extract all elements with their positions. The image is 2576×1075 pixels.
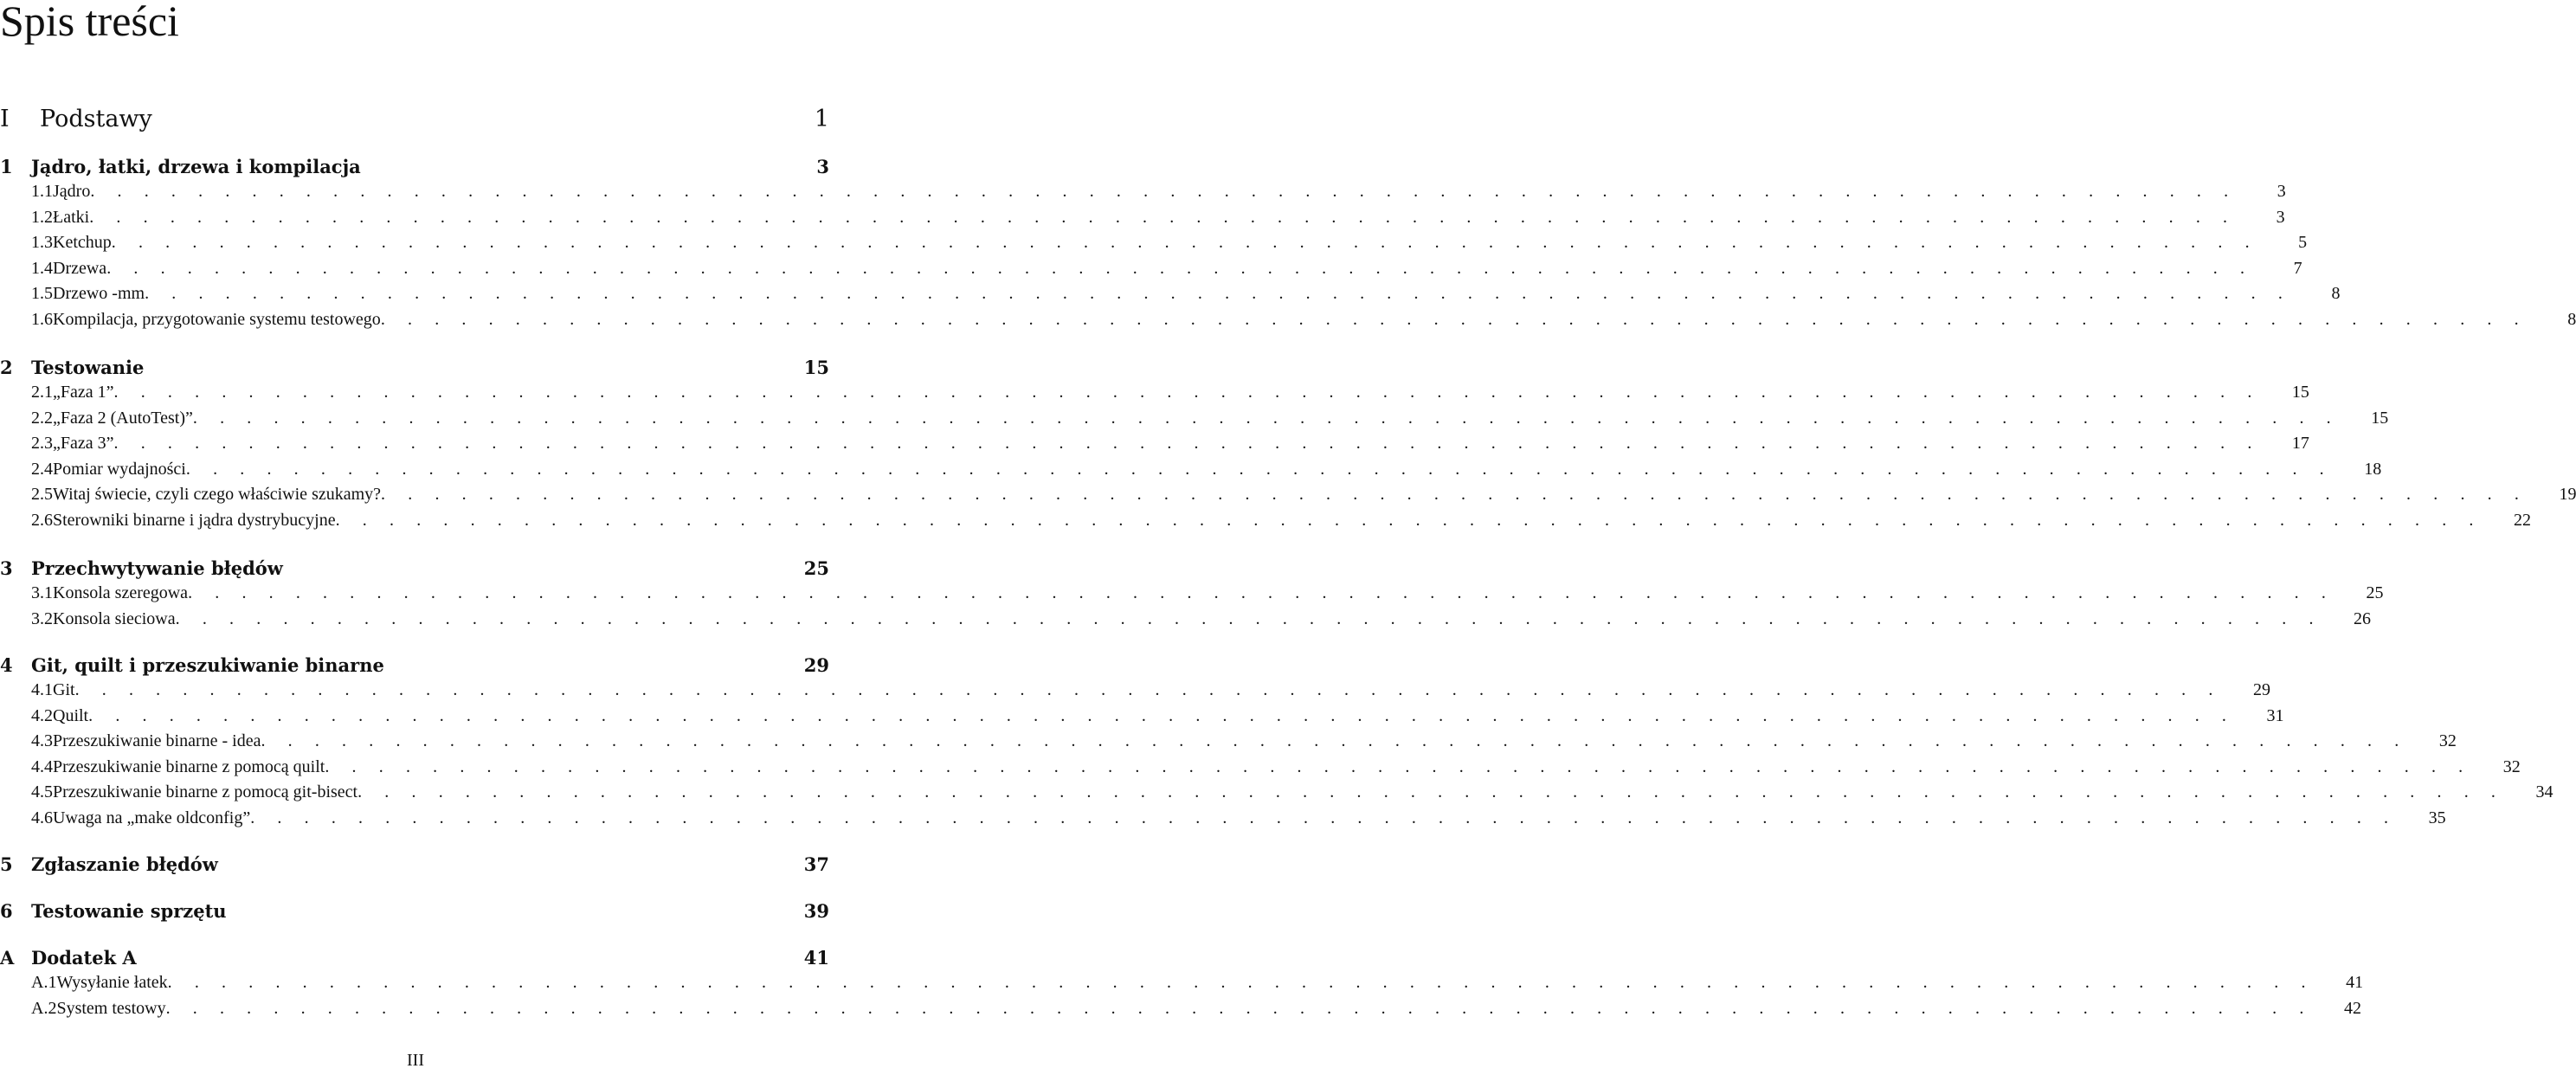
section-number: 2.1 xyxy=(31,383,53,402)
leader-dots: . . . . . . . . . . . . . . . . . . . . . . . . . . . . . . . . . . . . . . . . . . . . . . . . . . . . . . . . . . . . . . . . . . . . . . . . . . . . . . . . xyxy=(113,434,2261,453)
leader-dots: . . . . . . . . . . . . . . . . . . . . . . . . . . . . . . . . . . . . . . . . . . . . . . . . . . . . . . . . . . . . . . . . . . . . . . . . . . . . . . . . xyxy=(167,973,2315,992)
section-title: Sterowniki binarne i jądra dystrybucyjne xyxy=(53,510,336,530)
section-page: 34 xyxy=(2535,782,2553,801)
toc-section[interactable] xyxy=(0,756,2521,777)
toc-section[interactable] xyxy=(0,182,2286,202)
toc-section[interactable] xyxy=(0,731,2457,751)
section-title: Kompilacja, przygotowanie systemu testowego xyxy=(53,309,381,329)
section-page: 7 xyxy=(2293,258,2302,278)
section-title: Jądro xyxy=(53,182,91,201)
section-title: Przeszukiwanie binarne - idea xyxy=(53,731,261,750)
leader-dots: . . . . . . . . . . . . . . . . . . . . . . . . . . . . . . . . . . . . . . . . . . . . . . . . . . . . . . . . . . . . . . . . . . . . . . . . . . . . . . . . xyxy=(89,207,2237,227)
leader-dots: . . . . . . . . . . . . . . . . . . . . . . . . . . . . . . . . . . . . . . . . . . . . . . . . . . . . . . . . . . . . . . . . . . . . . . . . . . . . . . . . xyxy=(74,680,2222,699)
leader-dots: . . . . . . . . . . . . . . . . . . . . . . . . . . . . . . . . . . . . . . . . . . . . . . . . . . . . . . . . . . . . . . . . . . . . . . . . . . . . . . . . xyxy=(192,408,2341,428)
section-page: 5 xyxy=(2298,233,2308,252)
leader-dots: . . . . . . . . . . . . . . . . . . . . . . . . . . . . . . . . . . . . . . . . . . . . . . . . . . . . . . . . . . . . . . . . . . . . . . . . . . . . . . . . xyxy=(165,998,2313,1018)
leader-dots: . . . . . . . . . . . . . . . . . . . . . . . . . . . . . . . . . . . . . . . . . . . . . . . . . . . . . . . . . . . . . . . . . . . . . . . . . . . . . . . . xyxy=(185,459,2334,479)
page-title: Spis treści xyxy=(0,0,179,45)
section-number: 4.5 xyxy=(31,782,53,801)
leader-dots: . . . . . . . . . . . . . . . . . . . . . . . . . . . . . . . . . . . . . . . . . . . . . . . . . . . . . . . . . . . . . . . . . . . . . . . . . . . . . . . . xyxy=(106,258,2254,278)
chapter-title: Przechwytywanie błędów xyxy=(31,557,283,579)
leader-dots: . . . . . . . . . . . . . . . . . . . . . . . . . . . . . . . . . . . . . . . . . . . . . . . . . . . . . . . . . . . . . . . . . . . . . . . . . . . . . . . . xyxy=(381,485,2528,504)
chapter-page: 25 xyxy=(803,557,829,579)
toc-section[interactable] xyxy=(0,459,2382,480)
section-title: Łatki xyxy=(53,207,90,227)
section-page: 3 xyxy=(2277,182,2286,201)
section-page: 25 xyxy=(2366,583,2384,602)
section-title: Ketchup xyxy=(53,233,112,252)
section-title: Git xyxy=(53,680,75,699)
section-title: „Faza 3” xyxy=(53,434,114,453)
section-title: Pomiar wydajności xyxy=(53,459,186,479)
chapter-page: 41 xyxy=(803,947,829,969)
chapter-title: Jądro, łatki, drzewa i kompilacja xyxy=(31,156,361,177)
part-page: 1 xyxy=(814,106,829,132)
leader-dots: . . . . . . . . . . . . . . . . . . . . . . . . . . . . . . . . . . . . . . . . . . . . . . . . . . . . . . . . . . . . . . . . . . . . . . . . . . . . . . . . xyxy=(88,705,2236,725)
toc-section[interactable] xyxy=(0,608,2372,629)
leader-dots: . . . . . . . . . . . . . . . . . . . . . . . . . . . . . . . . . . . . . . . . . . . . . . . . . . . . . . . . . . . . . . . . . . . . . . . . . . . . . . . . xyxy=(335,510,2483,530)
leader-dots: . . . . . . . . . . . . . . . . . . . . . . . . . . . . . . . . . . . . . . . . . . . . . . . . . . . . . . . . . . . . . . . . . . . . . . . . . . . . . . . . xyxy=(175,608,2323,628)
page-number-footer: III xyxy=(407,1051,424,1070)
toc-chapter[interactable] xyxy=(0,557,829,579)
section-title: Wysyłanie łatek xyxy=(56,973,168,992)
chapter-number: 1 xyxy=(0,156,13,177)
section-title: Uwaga na „make oldconfig” xyxy=(53,808,251,827)
chapter-page: 29 xyxy=(803,654,829,676)
section-page: 17 xyxy=(2291,434,2309,453)
section-number: 2.6 xyxy=(31,510,53,530)
section-page: 22 xyxy=(2514,510,2531,530)
section-page: 35 xyxy=(2428,808,2446,827)
chapter-page: 3 xyxy=(816,156,829,177)
toc-chapter[interactable] xyxy=(0,853,829,875)
section-title: System testowy xyxy=(56,998,166,1018)
leader-dots: . . . . . . . . . . . . . . . . . . . . . . . . . . . . . . . . . . . . . . . . . . . . . . . . . . . . . . . . . . . . . . . . . . . . . . . . . . . . . . . . xyxy=(90,182,2238,201)
section-page: 32 xyxy=(2502,756,2521,776)
chapter-number: 6 xyxy=(0,900,13,922)
toc-section[interactable] xyxy=(0,782,2553,802)
section-number: 1.1 xyxy=(31,182,53,201)
toc-chapter[interactable] xyxy=(0,357,829,378)
section-page: 26 xyxy=(2354,608,2372,628)
toc-section[interactable] xyxy=(0,998,2361,1019)
section-page: 15 xyxy=(2371,408,2389,428)
section-title: Konsola sieciowa xyxy=(53,608,176,628)
toc-section[interactable] xyxy=(0,510,2531,531)
leader-dots: . . . . . . . . . . . . . . . . . . . . . . . . . . . . . . . . . . . . . . . . . . . . . . . . . . . . . . . . . . . . . . . . . . . . . . . . . . . . . . . . xyxy=(111,233,2259,252)
section-number: 3.2 xyxy=(31,608,53,628)
section-page: 42 xyxy=(2343,998,2361,1018)
section-page: 31 xyxy=(2266,705,2284,725)
toc-section[interactable] xyxy=(0,408,2389,428)
toc-section[interactable] xyxy=(0,705,2284,726)
section-page: 19 xyxy=(2559,485,2576,504)
leader-dots: . . . . . . . . . . . . . . . . . . . . . . . . . . . . . . . . . . . . . . . . . . . . . . . . . . . . . . . . . . . . . . . . . . . . . . . . . . . . . . . . xyxy=(325,756,2472,776)
section-number: 2.3 xyxy=(31,434,53,453)
chapter-number: 3 xyxy=(0,557,13,579)
toc-section[interactable] xyxy=(0,284,2341,304)
section-number: 3.1 xyxy=(31,583,53,602)
part-title: Podstawy xyxy=(40,106,152,132)
section-title: „Faza 1” xyxy=(53,383,114,402)
chapter-page: 15 xyxy=(803,357,829,378)
chapter-title: Git, quilt i przeszukiwanie binarne xyxy=(31,654,384,676)
section-number: 2.4 xyxy=(31,459,53,479)
section-number: A.1 xyxy=(31,973,57,992)
chapter-page: 37 xyxy=(803,853,829,875)
leader-dots: . . . . . . . . . . . . . . . . . . . . . . . . . . . . . . . . . . . . . . . . . . . . . . . . . . . . . . . . . . . . . . . . . . . . . . . . . . . . . . . . xyxy=(188,583,2335,602)
toc-section[interactable] xyxy=(0,309,2576,330)
toc-section[interactable] xyxy=(0,434,2309,454)
section-number: 2.5 xyxy=(31,485,53,504)
toc-section[interactable] xyxy=(0,583,2384,603)
section-number: 1.6 xyxy=(31,309,53,329)
section-title: Quilt xyxy=(53,705,89,725)
toc-section[interactable] xyxy=(0,207,2285,228)
section-number: 4.6 xyxy=(31,808,53,827)
section-title: Przeszukiwanie binarne z pomocą quilt xyxy=(53,756,325,776)
chapter-number: 4 xyxy=(0,654,13,676)
section-title: Witaj świecie, czyli czego właściwie szukamy? xyxy=(53,485,382,504)
section-page: 29 xyxy=(2252,680,2270,699)
toc-chapter[interactable] xyxy=(0,947,829,969)
section-number: 1.2 xyxy=(31,207,53,227)
leader-dots: . . . . . . . . . . . . . . . . . . . . . . . . . . . . . . . . . . . . . . . . . . . . . . . . . . . . . . . . . . . . . . . . . . . . . . . . . . . . . . . . xyxy=(261,731,2408,750)
leader-dots: . . . . . . . . . . . . . . . . . . . . . . . . . . . . . . . . . . . . . . . . . . . . . . . . . . . . . . . . . . . . . . . . . . . . . . . . . . . . . . . . xyxy=(113,383,2261,402)
toc-section[interactable] xyxy=(0,383,2309,402)
chapter-title: Dodatek A xyxy=(31,947,137,969)
section-title: Drzewa xyxy=(53,258,107,278)
toc-section[interactable] xyxy=(0,973,2364,993)
toc-chapter[interactable] xyxy=(0,654,829,676)
toc-chapter[interactable] xyxy=(0,900,829,922)
chapter-number: 2 xyxy=(0,357,13,378)
toc-section[interactable] xyxy=(0,680,2270,700)
toc-section[interactable] xyxy=(0,485,2576,505)
leader-dots: . . . . . . . . . . . . . . . . . . . . . . . . . . . . . . . . . . . . . . . . . . . . . . . . . . . . . . . . . . . . . . . . . . . . . . . . . . . . . . . . xyxy=(250,808,2398,827)
section-title: Przeszukiwanie binarne z pomocą git-bisect xyxy=(53,782,358,801)
section-page: 15 xyxy=(2291,383,2309,402)
section-number: 1.4 xyxy=(31,258,53,278)
section-title: „Faza 2 (AutoTest)” xyxy=(53,408,193,428)
chapter-title: Zgłaszanie błędów xyxy=(31,853,218,875)
section-title: Konsola szeregowa xyxy=(53,583,189,602)
section-number: 1.5 xyxy=(31,284,53,303)
section-page: 3 xyxy=(2276,207,2285,227)
chapter-title: Testowanie sprzętu xyxy=(31,900,227,922)
section-number: 2.2 xyxy=(31,408,53,428)
leader-dots: . . . . . . . . . . . . . . . . . . . . . . . . . . . . . . . . . . . . . . . . . . . . . . . . . . . . . . . . . . . . . . . . . . . . . . . . . . . . . . . . xyxy=(380,309,2528,329)
section-number: 1.3 xyxy=(31,233,53,252)
section-page: 8 xyxy=(2567,309,2576,329)
chapter-page: 39 xyxy=(803,900,829,922)
section-number: 4.3 xyxy=(31,731,53,750)
section-page: 41 xyxy=(2346,973,2364,992)
section-number: A.2 xyxy=(31,998,57,1018)
chapter-number: A xyxy=(0,947,15,969)
toc-section[interactable] xyxy=(0,808,2446,828)
leader-dots: . . . . . . . . . . . . . . . . . . . . . . . . . . . . . . . . . . . . . . . . . . . . . . . . . . . . . . . . . . . . . . . . . . . . . . . . . . . . . . . . xyxy=(357,782,2505,801)
section-page: 18 xyxy=(2364,459,2382,479)
chapter-number: 5 xyxy=(0,853,13,875)
toc-chapter[interactable] xyxy=(0,156,829,177)
chapter-title: Testowanie xyxy=(31,357,145,378)
section-page: 8 xyxy=(2331,284,2341,303)
part-number: I xyxy=(0,106,10,132)
section-number: 4.1 xyxy=(31,680,53,699)
toc-part[interactable] xyxy=(0,106,829,132)
section-number: 4.2 xyxy=(31,705,53,725)
toc-section[interactable] xyxy=(0,258,2302,279)
toc-section[interactable] xyxy=(0,233,2308,253)
section-title: Drzewo -mm xyxy=(53,284,145,303)
section-number: 4.4 xyxy=(31,756,53,776)
section-page: 32 xyxy=(2438,731,2457,750)
leader-dots: . . . . . . . . . . . . . . . . . . . . . . . . . . . . . . . . . . . . . . . . . . . . . . . . . . . . . . . . . . . . . . . . . . . . . . . . . . . . . . . . xyxy=(145,284,2292,303)
